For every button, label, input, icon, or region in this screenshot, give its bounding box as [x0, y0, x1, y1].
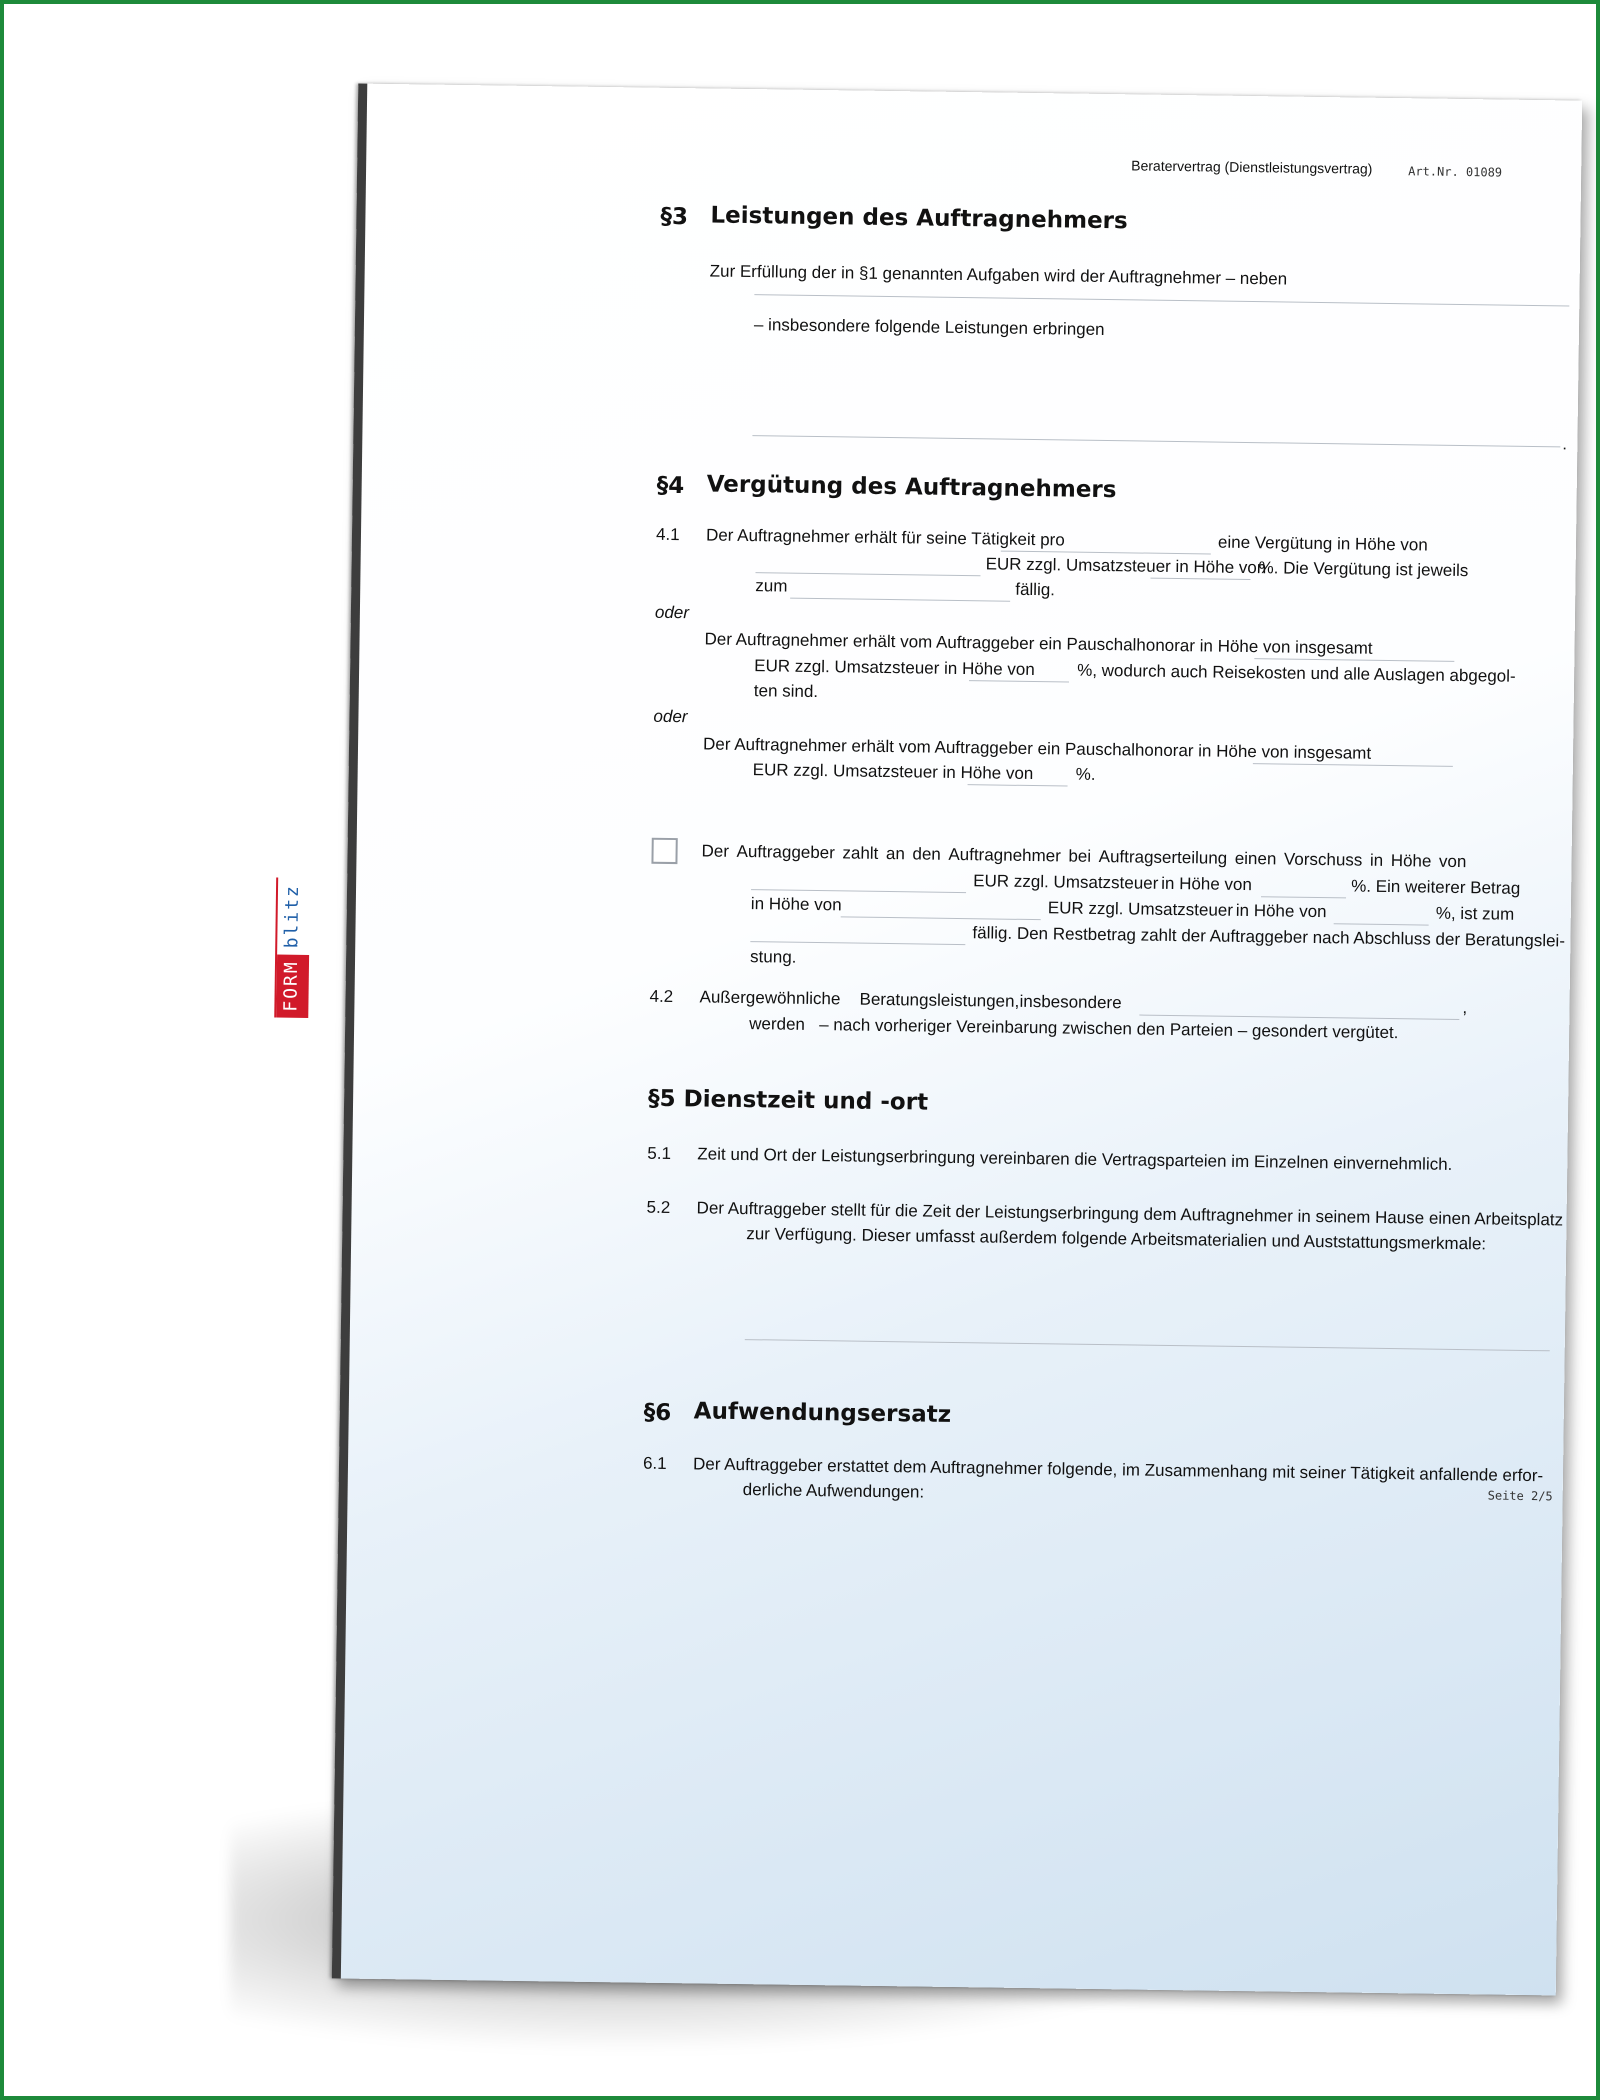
para-4-2-line2-a: werden: [749, 1014, 806, 1034]
para-4-2-number: 4.2: [649, 986, 674, 1007]
section-4-number: §4: [656, 472, 685, 500]
logo-blitz: blitz: [281, 884, 304, 949]
para-4-1-line3-b: fällig.: [1015, 579, 1056, 600]
flat-fee-a-line2-a: EUR zzgl. Umsatzsteuer in Höhe von: [754, 656, 1035, 680]
flat-fee-b-line1: Der Auftragnehmer erhält vom Auftraggeber ein Pauschalhonorar in Höhe von insgesamt: [702, 734, 1372, 763]
field-advance-amount[interactable]: [751, 889, 966, 893]
flat-fee-a-line3: ten sind.: [753, 681, 819, 702]
advance-line3-a: in Höhe von: [750, 894, 842, 915]
advance-word: einen: [1234, 848, 1277, 869]
section-3-field-2[interactable]: [752, 435, 1560, 447]
para-4-1-line3-a: zum: [755, 576, 788, 596]
advance-word: Der: [701, 841, 730, 861]
para-4-2-comma: ,: [1462, 998, 1468, 1018]
flat-fee-a-line2-b: %, wodurch auch Reisekosten und alle Auslagen abgegol-: [1077, 660, 1516, 686]
advance-word: zahlt: [842, 843, 879, 863]
advance-line3-d: %, ist zum: [1435, 903, 1515, 924]
para-4-2-line2-b: – nach vorheriger Vereinbarung zwischen den Parteien – gesondert vergütet.: [819, 1015, 1399, 1043]
para-4-2-word3: insbesondere: [1019, 991, 1122, 1013]
advance-word: von: [1438, 851, 1467, 872]
advance-payment-checkbox[interactable]: [651, 838, 677, 864]
section-5-title: §5 Dienstzeit und -ort: [647, 1085, 929, 1116]
field-flat-fee-a[interactable]: [1254, 658, 1454, 662]
field-advance-vat[interactable]: [1261, 896, 1346, 898]
para-5-2-number: 5.2: [646, 1197, 671, 1218]
para-4-2-word1: Außergewöhnliche: [699, 987, 841, 1009]
section-6-number: §6: [643, 1399, 672, 1427]
para-5-1-number: 5.1: [647, 1143, 672, 1164]
article-number: Art.Nr. 01089: [1408, 164, 1503, 180]
flat-fee-b-line2-b: %.: [1075, 764, 1096, 784]
field-flat-fee-b[interactable]: [1253, 763, 1453, 767]
field-flat-fee-a-vat[interactable]: [969, 680, 1069, 682]
advance-line3-c: in Höhe von: [1235, 900, 1327, 922]
section-6-title: Aufwendungsersatz: [693, 1398, 952, 1428]
advance-line5: stung.: [750, 947, 797, 967]
advance-word: Auftragserteilung: [1098, 846, 1228, 868]
or-label-1: oder: [654, 602, 690, 623]
section-3-field-1[interactable]: [754, 294, 1569, 306]
para-4-1-number: 4.1: [655, 524, 680, 545]
section-3-intro: Zur Erfüllung der in §1 genannten Aufgaben wird der Auftragnehmer – neben: [709, 261, 1288, 289]
para-4-1-line2-a: EUR zzgl. Umsatzsteuer in Höhe von: [985, 554, 1267, 578]
advance-word: an: [885, 843, 906, 864]
page-number: Seite 2/5: [1487, 1488, 1553, 1504]
advance-word: Vorschuss: [1283, 849, 1363, 870]
para-6-1-line2: derliche Aufwendungen:: [742, 1480, 925, 1502]
flat-fee-a-line1: Der Auftragnehmer erhält vom Auftraggeber ein Pauschalhonorar in Höhe von insgesamt: [704, 629, 1373, 658]
advance-line1: [701, 840, 1466, 873]
formblitz-logo: [274, 877, 310, 1017]
section-3-title: Leistungen des Auftragnehmers: [710, 202, 1128, 235]
advance-word: bei: [1068, 846, 1092, 866]
field-further-amount[interactable]: [841, 916, 1041, 920]
field-vat-rate[interactable]: [1150, 578, 1250, 580]
section-3-continuation: – insbesondere folgende Leistungen erbringen: [753, 315, 1105, 339]
section-3-period: .: [1562, 434, 1568, 454]
para-4-2-word2: Beratungsleistungen,: [859, 989, 1020, 1011]
advance-line2-c: %. Ein weiterer Betrag: [1351, 876, 1521, 898]
para-6-1-number: 6.1: [642, 1453, 667, 1473]
advance-word: in: [1369, 850, 1384, 870]
para-6-1-line1: Der Auftraggeber erstattet dem Auftragnehmer folgende, im Zusammenhang mit seiner Tätigkeit anfallende erfor-: [692, 1454, 1544, 1486]
field-flat-fee-b-vat[interactable]: [968, 784, 1068, 786]
logo-form: FORM: [276, 954, 309, 1018]
section-3-number: §3: [660, 203, 689, 231]
para-5-2-line1: Der Auftraggeber stellt für die Zeit der Leistungserbringung dem Auftragnehmer in seinem Hause einen Arbeitsplatz: [696, 1198, 1564, 1230]
para-5-1-text: Zeit und Ort der Leistungserbringung vereinbaren die Vertragsparteien im Einzelnen einvernehmlich.: [697, 1144, 1453, 1174]
document-title: Beratervertrag (Dienstleistungsvertrag): [1131, 157, 1373, 177]
para-4-1-line2-b: %. Die Vergütung ist jeweils: [1258, 558, 1469, 581]
advance-line2-b: in Höhe von: [1161, 873, 1253, 895]
field-amount[interactable]: [755, 572, 980, 576]
advance-line4: fällig. Den Restbetrag zahlt der Auftraggeber nach Abschluss der Beratungslei-: [972, 923, 1566, 951]
or-label-2: oder: [653, 706, 688, 727]
section-4-title: Vergütung des Auftragnehmers: [706, 471, 1117, 504]
flat-fee-b-line2-a: EUR zzgl. Umsatzsteuer in Höhe von: [752, 760, 1034, 784]
document-page: [280, 84, 1582, 1996]
advance-word: Höhe: [1390, 851, 1432, 871]
field-equipment[interactable]: [745, 1339, 1550, 1351]
advance-word: Auftragnehmer: [948, 844, 1061, 866]
advance-line3-b: EUR zzgl. Umsatzsteuer: [1047, 898, 1234, 920]
para-4-1-line1-b: eine Vergütung in Höhe von: [1217, 532, 1428, 555]
field-further-due-date[interactable]: [750, 941, 965, 945]
para-5-2-line2: zur Verfügung. Dieser umfasst außerdem folgende Arbeitsmaterialien und Auststattungsmerkmale:: [746, 1224, 1487, 1254]
field-further-vat[interactable]: [1334, 923, 1429, 925]
advance-line2-a: EUR zzgl. Umsatzsteuer: [973, 871, 1159, 893]
advance-word: Auftraggeber: [736, 841, 836, 863]
advance-word: den: [912, 844, 941, 864]
para-4-1-line1-a: Der Auftragnehmer erhält für seine Tätigkeit pro: [705, 525, 1065, 550]
field-due-date[interactable]: [790, 598, 1010, 602]
